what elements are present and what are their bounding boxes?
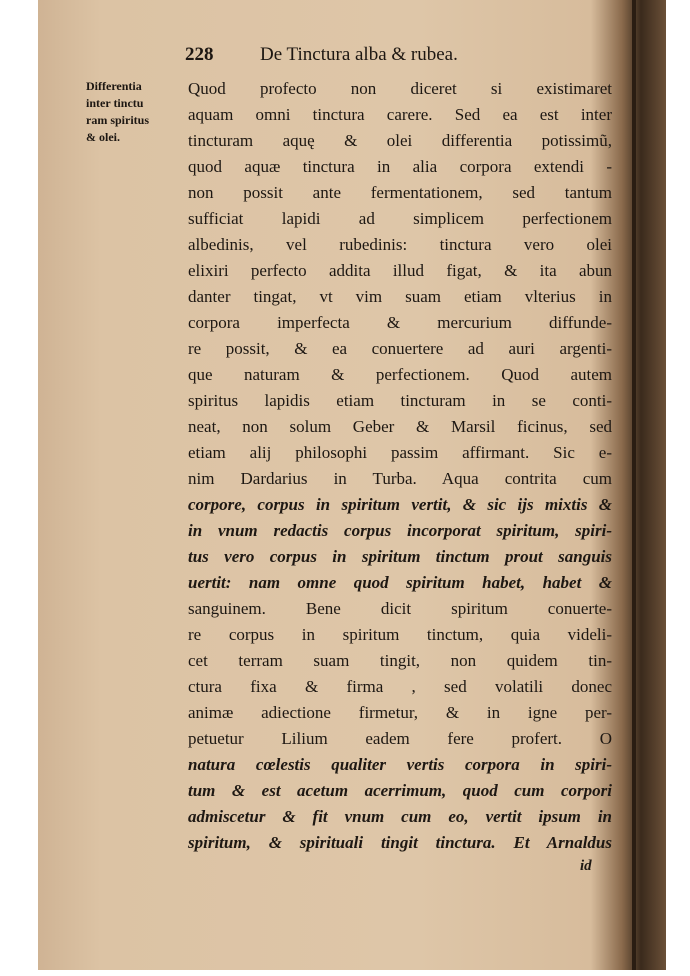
text-line: spiritum, & spirituali tingit tinctura. Et Arnaldus [188,833,612,852]
text-line: quod aquæ tinctura in alia corpora extendi - [188,157,612,176]
text-line: animæ adiectione firmetur, & in igne per- [188,703,612,722]
text-line: que naturam & perfectionem. Quod autem [188,365,612,384]
text-line: uertit: nam omne quod spiritum habet, habet & [188,573,612,592]
marginal-note-line: Differentia [86,79,142,93]
text-line: admiscetur & fit vnum cum eo, vertit ipsum in [188,807,612,826]
catchword: id [580,858,592,874]
text-line: re possit, & ea conuertere ad auri argenti- [188,339,612,358]
text-line: neat, non solum Geber & Marsil ficinus, sed [188,417,612,436]
text-line: aquam omni tinctura carere. Sed ea est inter [188,105,612,124]
marginal-note-line: inter tinctu [86,96,144,110]
body-text [188,76,612,856]
text-line: corpora imperfecta & mercurium diffunde- [188,313,612,332]
marginal-note-line: & olei. [86,130,120,144]
text-line: petuetur Lilium eadem fere profert. O [188,729,612,748]
marginal-note-line: ram spiritus [86,113,149,127]
text-line: etiam alij philosophi passim affirmant. Sic e- [188,443,612,462]
text-line: re corpus in spiritum tinctum, quia videli- [188,625,612,644]
text-line: non possit ante fermentationem, sed tantum [188,183,612,202]
text-line: sanguinem. Bene dicit spiritum conuerte- [188,599,612,618]
page-binding-edge [632,0,636,970]
text-line: tus vero corpus in spiritum tinctum prout sanguis [188,547,612,566]
text-line: Quod profecto non diceret si existimaret [188,79,612,98]
text-line: sufficiat lapidi ad simplicem perfectionem [188,209,612,228]
text-line: ctura fixa & firma , sed volatili donec [188,677,612,696]
text-line: natura cœlestis qualiter vertis corpora in spiri- [188,755,612,774]
running-title: De Tinctura alba & rubea. [260,44,458,65]
text-line: in vnum redactis corpus incorporat spiritum, spiri- [188,521,612,540]
text-line: corpore, corpus in spiritum vertit, & sic ijs mixtis & [188,495,612,514]
page-number: 228 [185,44,214,65]
text-line: danter tingat, vt vim suam etiam vlterius in [188,287,612,306]
text-line: elixiri perfecto addita illud figat, & ita abun [188,261,612,280]
text-line: tum & est acetum acerrimum, quod cum corpori [188,781,612,800]
marginal-note [86,78,184,146]
running-header [185,44,605,70]
text-line: albedinis, vel rubedinis: tinctura vero olei [188,235,612,254]
text-line: tincturam aquę & olei differentia potissimũ, [188,131,612,150]
text-line: spiritus lapidis etiam tincturam in se conti- [188,391,612,410]
text-line: cet terram suam tingit, non quidem tin- [188,651,612,670]
text-line: nim Dardarius in Turba. Aqua contrita cum [188,469,612,488]
